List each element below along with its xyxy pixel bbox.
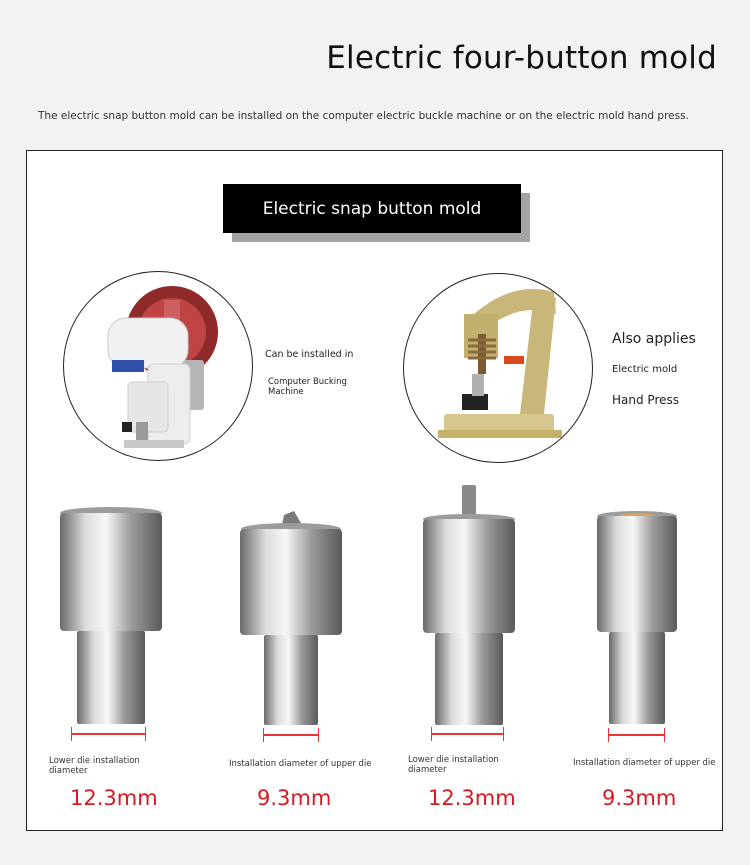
dimension-marker-1 [71,727,146,741]
die-1-caption: Lower die installation diameter [49,756,140,776]
install-label: Can be installed in [265,349,354,360]
lower-die-1-image [57,503,167,728]
lower-die-3-image [421,485,517,729]
die-3-caption: Lower die installation diameter [408,755,499,775]
die-4-diameter: 9.3mm [602,786,677,810]
machine-name-line2: Machine [268,387,304,397]
upper-die-4-image [595,510,679,728]
dimension-marker-4 [608,728,665,742]
machine-name-line1: Computer Bucking [268,377,347,387]
hand-press-image [403,273,593,463]
die-2-caption: Installation diameter of upper die [229,759,372,769]
dimension-marker-2 [263,728,319,742]
hand-press-label: Hand Press [612,393,679,407]
die-2-diameter: 9.3mm [257,786,332,810]
upper-die-2-image [238,511,344,728]
intro-text: The electric snap button mold can be installed on the computer electric buckle machine or on the electric mold hand press. [38,110,689,122]
product-panel [26,150,723,831]
page-title: Electric four-button mold [326,40,717,76]
section-banner: Electric snap button mold [223,184,521,233]
also-applies-label: Also applies [612,331,696,347]
die-4-caption: Installation diameter of upper die [573,758,716,768]
dimension-marker-3 [431,727,504,741]
buckle-machine-image [63,271,253,461]
die-1-diameter: 12.3mm [70,786,158,810]
electric-mold-label: Electric mold [612,364,678,375]
die-3-diameter: 12.3mm [428,786,516,810]
